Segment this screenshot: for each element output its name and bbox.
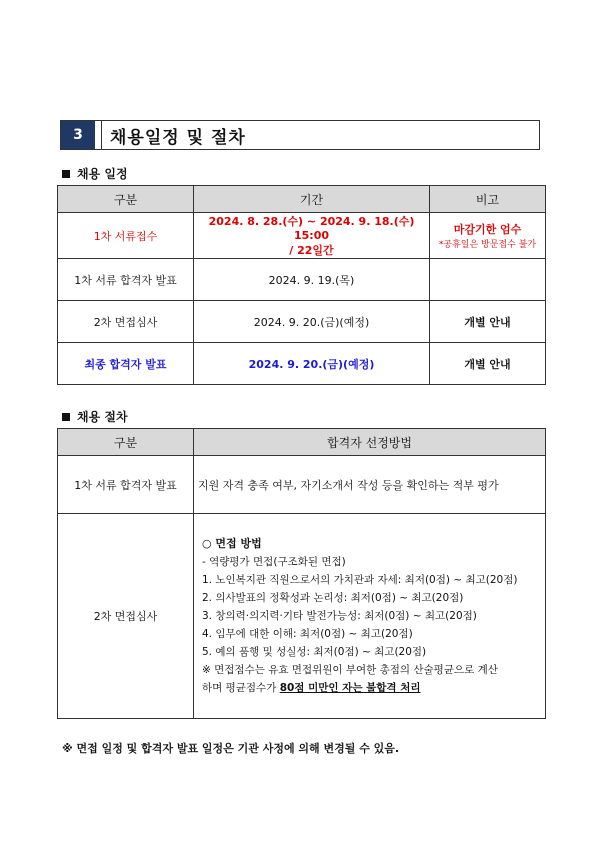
schedule-header-note: 비고 (430, 186, 546, 213)
interview-line: 3. 창의력·의지력·기타 발전가능성: 최저(0점) ~ 최고(20점) (202, 610, 477, 622)
schedule-category: 1차 서류 합격자 발표 (58, 259, 194, 301)
schedule-header-row (58, 186, 546, 213)
schedule-category: 최종 합격자 발표 (58, 343, 194, 385)
schedule-table (57, 185, 546, 385)
procedure-header-method: 합격자 선정방법 (194, 429, 546, 456)
schedule-period: 2024. 9. 20.(금)(예정) (194, 301, 430, 343)
schedule-category: 2차 면접심사 (58, 301, 194, 343)
schedule-note: 개별 안내 (430, 343, 546, 385)
schedule-header-category: 구분 (58, 186, 194, 213)
interview-line: - 역량평가 면접(구조화된 면접) (202, 556, 346, 568)
procedure-category: 2차 면접심사 (58, 514, 194, 719)
table-row (58, 301, 546, 343)
interview-line: 2. 의사발표의 정확성과 논리성: 최저(0점) ~ 최고(20점) (202, 592, 464, 604)
schedule-heading (62, 165, 128, 182)
schedule-note-sub: *공휴일은 방문접수 불가 (438, 240, 537, 250)
schedule-note-main: 마감기한 엄수 (453, 223, 522, 236)
section-header (60, 120, 540, 150)
interview-line: 1. 노인복지관 직원으로서의 가치관과 자세: 최저(0점) ~ 최고(20점) (202, 574, 518, 586)
square-bullet-icon (62, 170, 70, 178)
table-row (58, 456, 546, 514)
schedule-period: 2024. 9. 19.(목) (194, 259, 430, 301)
footnote: ※ 면접 일정 및 합격자 발표 일정은 기관 사정에 의해 변경될 수 있음. (62, 742, 400, 755)
section-title: 채용일정 및 절차 (110, 127, 246, 148)
table-row (58, 259, 546, 301)
interview-title: ○ 면접 방법 (202, 537, 262, 550)
interview-line: ※ 면접점수는 유효 면접위원이 부여한 총점의 산술평균으로 계산 (202, 664, 498, 676)
schedule-note: 개별 안내 (430, 301, 546, 343)
procedure-header-category: 구분 (58, 429, 194, 456)
square-bullet-icon (62, 413, 70, 421)
schedule-note (430, 259, 546, 301)
procedure-category: 1차 서류 합격자 발표 (58, 456, 194, 514)
interview-line: 4. 임무에 대한 이해: 최저(0점) ~ 최고(20점) (202, 628, 413, 640)
section-divider (95, 121, 102, 149)
procedure-heading (62, 408, 128, 425)
schedule-category: 1차 서류접수 (58, 213, 194, 259)
table-row (58, 213, 546, 259)
interview-last-prefix: 하며 평균점수가 (202, 682, 280, 694)
schedule-note (430, 213, 546, 259)
interview-method (194, 514, 546, 719)
procedure-header-row (58, 429, 546, 456)
schedule-header-period: 기간 (194, 186, 430, 213)
schedule-period-line2: / 22일간 (289, 244, 334, 257)
schedule-period-line1: 2024. 8. 28.(수) ~ 2024. 9. 18.(수) 15:00 (208, 215, 415, 242)
procedure-heading-text: 채용 절차 (77, 410, 128, 424)
procedure-method: 지원 자격 충족 여부, 자기소개서 작성 등을 확인하는 적부 평가 (194, 456, 546, 514)
interview-last-line (202, 679, 539, 697)
table-row (58, 343, 546, 385)
schedule-heading-text: 채용 일정 (77, 167, 128, 181)
section-number: 3 (61, 121, 95, 149)
schedule-period (194, 213, 430, 259)
fail-criteria: 80점 미만인 자는 불합격 처리 (279, 682, 421, 694)
schedule-period: 2024. 9. 20.(금)(예정) (194, 343, 430, 385)
table-row (58, 514, 546, 719)
procedure-table (57, 428, 546, 719)
interview-line: 5. 예의 품행 및 성실성: 최저(0점) ~ 최고(20점) (202, 646, 427, 658)
